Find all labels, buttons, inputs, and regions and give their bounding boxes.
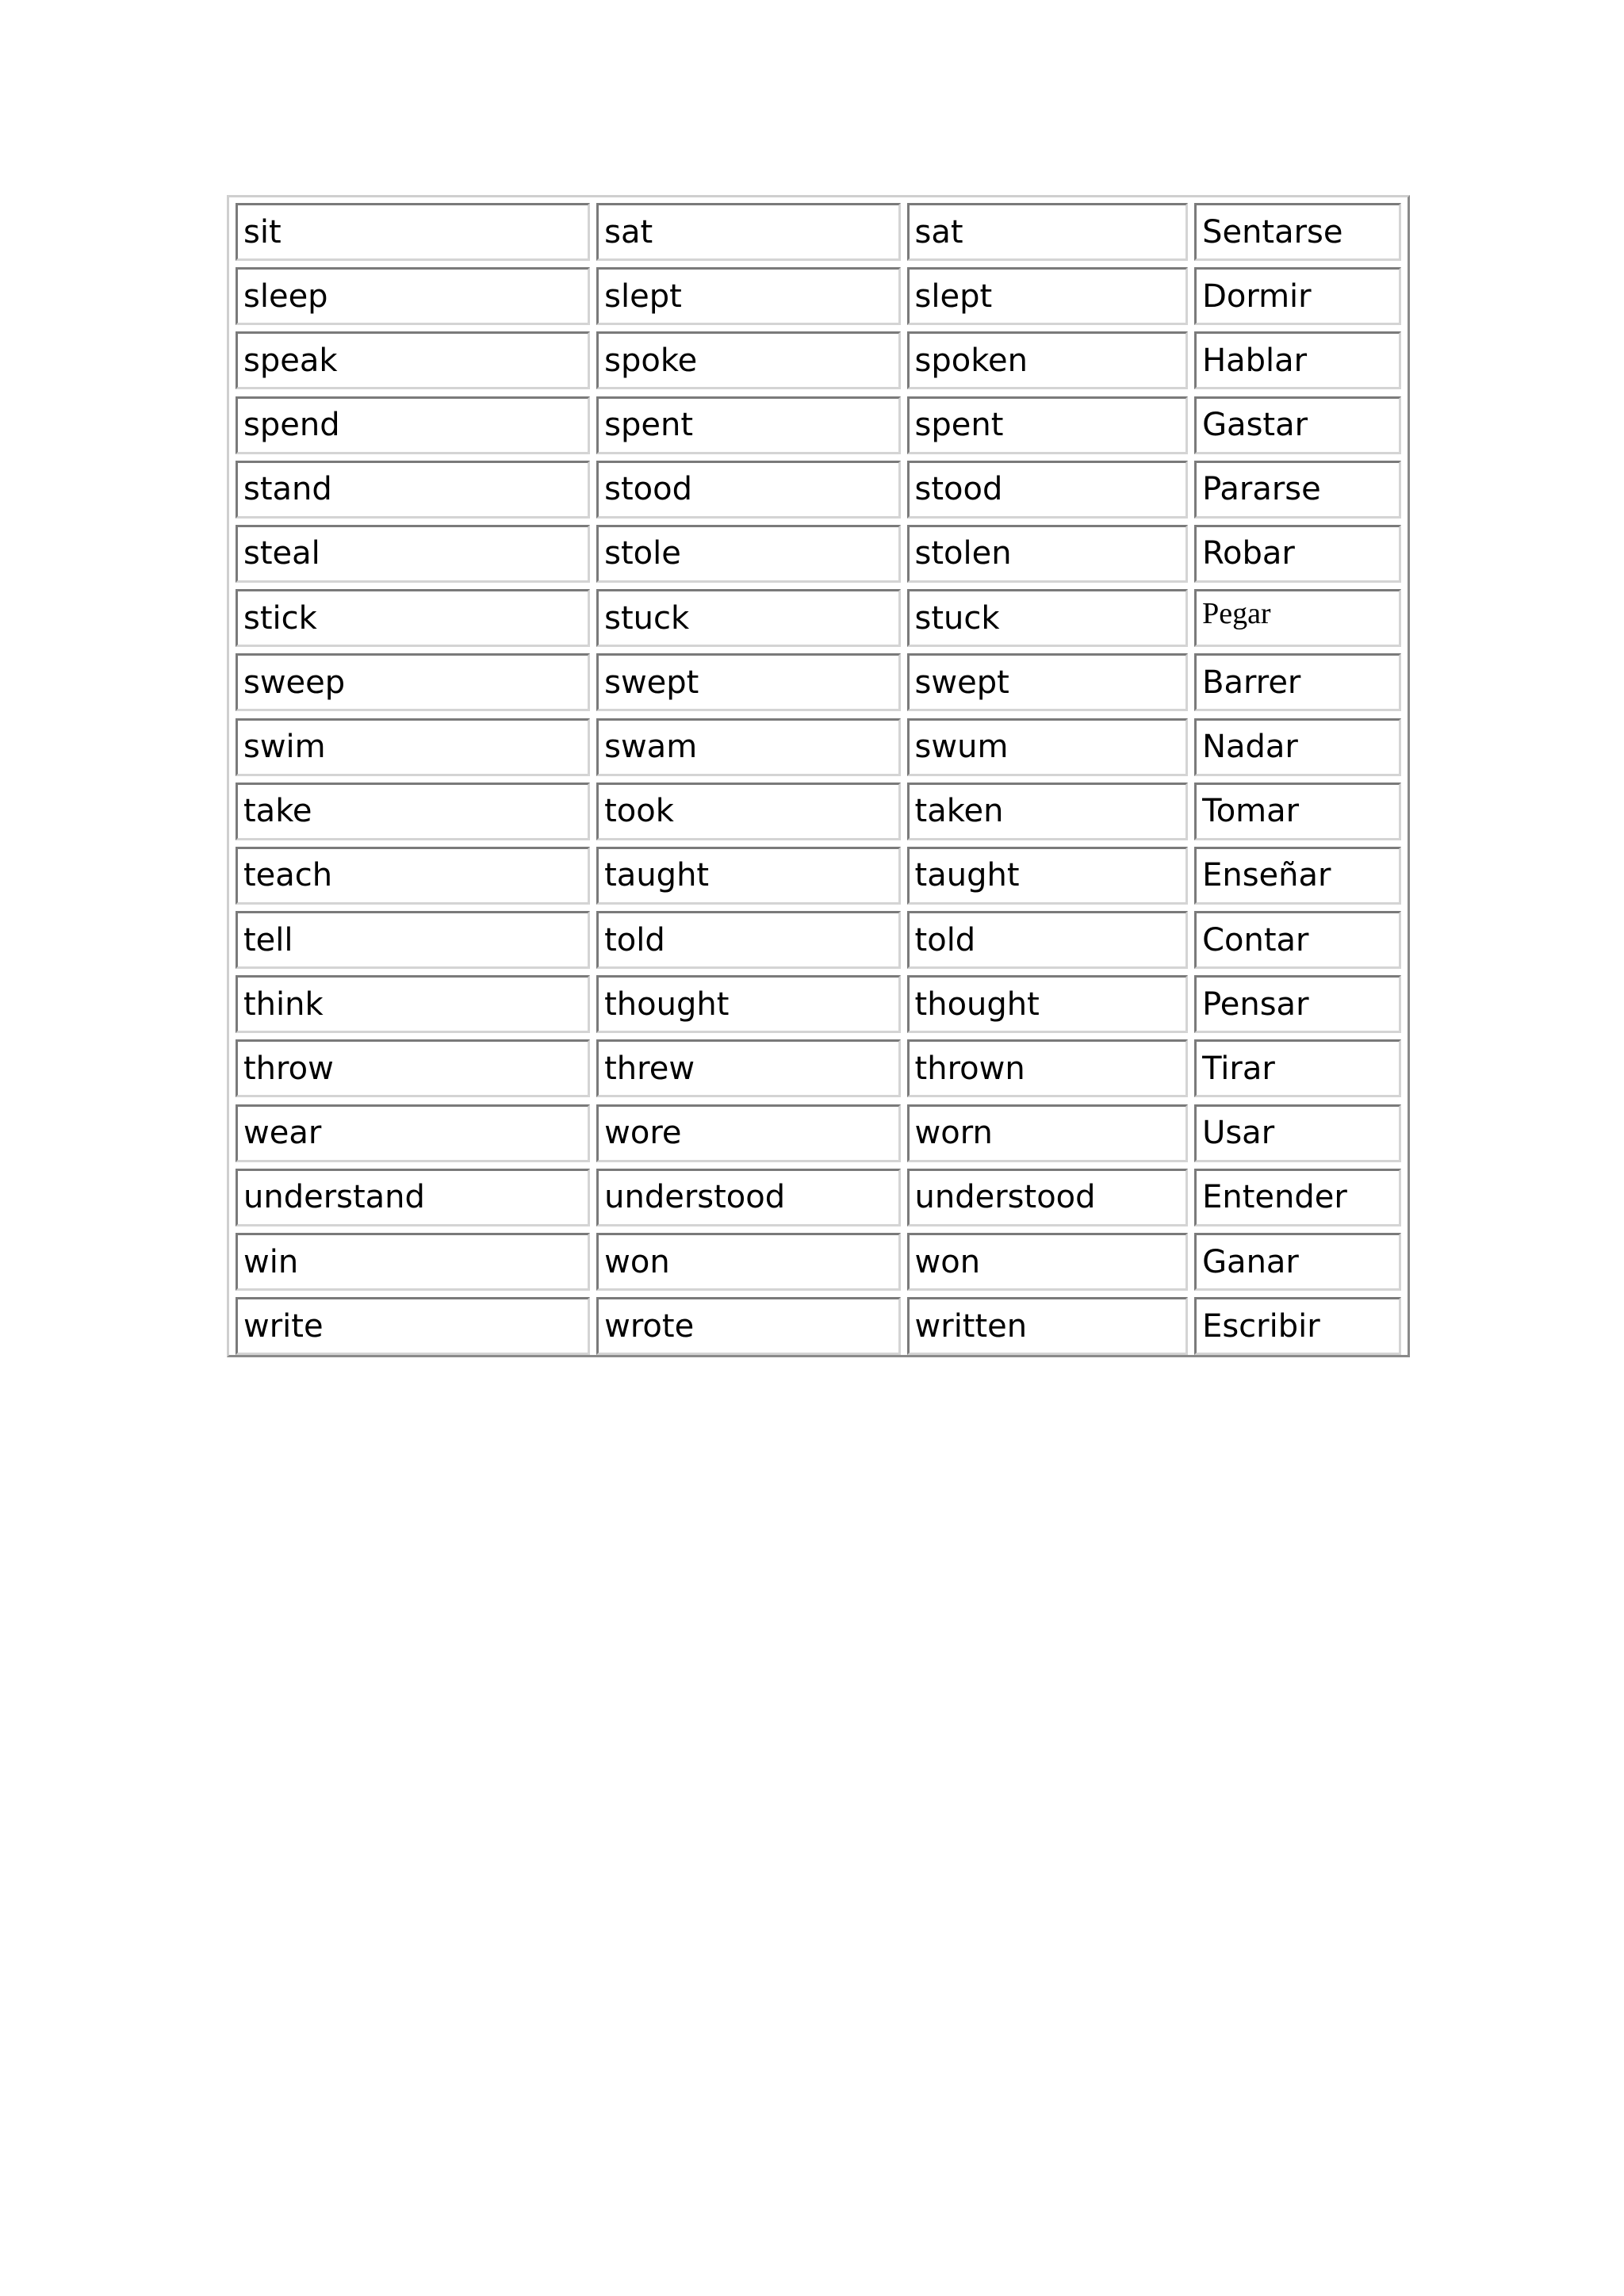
base-form-cell: take	[236, 783, 590, 840]
past-simple-cell: stuck	[596, 589, 900, 647]
base-form-cell: think	[236, 975, 590, 1033]
table-row	[232, 650, 1404, 714]
spanish-translation-cell: Entender	[1194, 1169, 1401, 1226]
past-simple-cell: spoke	[596, 331, 900, 389]
base-form-cell: write	[236, 1297, 590, 1355]
past-simple-cell: swam	[596, 718, 900, 776]
past-participle-cell: spent	[907, 396, 1189, 454]
base-form-cell: sweep	[236, 653, 590, 711]
past-simple-cell: threw	[596, 1039, 900, 1097]
spanish-translation-cell: Tomar	[1194, 783, 1401, 840]
base-form-cell: steal	[236, 525, 590, 583]
base-form-cell: spend	[236, 396, 590, 454]
past-participle-cell: understood	[907, 1169, 1189, 1226]
past-simple-cell: wore	[596, 1104, 900, 1162]
table-row	[232, 779, 1404, 844]
past-simple-cell: wrote	[596, 1297, 900, 1355]
table-row	[232, 1294, 1404, 1358]
spanish-translation-cell: Gastar	[1194, 396, 1401, 454]
base-form-cell: win	[236, 1233, 590, 1291]
spanish-translation-cell: Barrer	[1194, 653, 1401, 711]
table-row	[232, 908, 1404, 972]
table-row	[232, 972, 1404, 1036]
past-simple-cell: spent	[596, 396, 900, 454]
base-form-cell: speak	[236, 331, 590, 389]
base-form-cell: sit	[236, 203, 590, 261]
spanish-translation-cell: Hablar	[1194, 331, 1401, 389]
past-participle-cell: won	[907, 1233, 1189, 1291]
table-row	[232, 1036, 1404, 1100]
past-participle-cell: written	[907, 1297, 1189, 1355]
base-form-cell: swim	[236, 718, 590, 776]
past-simple-cell: taught	[596, 847, 900, 905]
table-row	[232, 457, 1404, 522]
past-simple-cell: stood	[596, 461, 900, 519]
base-form-cell: stand	[236, 461, 590, 519]
past-participle-cell: swum	[907, 718, 1189, 776]
past-simple-cell: took	[596, 783, 900, 840]
table-row	[232, 264, 1404, 328]
past-simple-cell: stole	[596, 525, 900, 583]
past-participle-cell: swept	[907, 653, 1189, 711]
past-participle-cell: stuck	[907, 589, 1189, 647]
table-row	[232, 1165, 1404, 1230]
table-row	[232, 200, 1404, 264]
spanish-translation-cell: Pararse	[1194, 461, 1401, 519]
base-form-cell: throw	[236, 1039, 590, 1097]
past-participle-cell: taught	[907, 847, 1189, 905]
past-participle-cell: thrown	[907, 1039, 1189, 1097]
past-simple-cell: won	[596, 1233, 900, 1291]
spanish-translation-cell: Sentarse	[1194, 203, 1401, 261]
past-simple-cell: told	[596, 911, 900, 969]
spanish-translation-cell: Ganar	[1194, 1233, 1401, 1291]
base-form-cell: sleep	[236, 267, 590, 325]
past-simple-cell: sat	[596, 203, 900, 261]
past-participle-cell: told	[907, 911, 1189, 969]
past-participle-cell: stolen	[907, 525, 1189, 583]
past-participle-cell: taken	[907, 783, 1189, 840]
table-row	[232, 844, 1404, 908]
past-participle-cell: stood	[907, 461, 1189, 519]
base-form-cell: teach	[236, 847, 590, 905]
past-simple-cell: thought	[596, 975, 900, 1033]
spanish-translation-cell: Dormir	[1194, 267, 1401, 325]
past-participle-cell: thought	[907, 975, 1189, 1033]
table-row	[232, 715, 1404, 779]
irregular-verbs-table	[227, 195, 1410, 1357]
past-participle-cell: worn	[907, 1104, 1189, 1162]
spanish-translation-cell: Robar	[1194, 525, 1401, 583]
base-form-cell: stick	[236, 589, 590, 647]
table-row	[232, 393, 1404, 457]
spanish-translation-cell: Nadar	[1194, 718, 1401, 776]
base-form-cell: understand	[236, 1169, 590, 1226]
table-row	[232, 586, 1404, 650]
base-form-cell: tell	[236, 911, 590, 969]
past-participle-cell: spoken	[907, 331, 1189, 389]
spanish-translation-cell: Usar	[1194, 1104, 1401, 1162]
spanish-translation-cell: Escribir	[1194, 1297, 1401, 1355]
spanish-translation-cell: Pensar	[1194, 975, 1401, 1033]
past-participle-cell: slept	[907, 267, 1189, 325]
table-row	[232, 328, 1404, 392]
past-simple-cell: understood	[596, 1169, 900, 1226]
spanish-translation-cell: Pegar	[1194, 589, 1401, 647]
past-participle-cell: sat	[907, 203, 1189, 261]
past-simple-cell: slept	[596, 267, 900, 325]
spanish-translation-cell: Enseñar	[1194, 847, 1401, 905]
past-simple-cell: swept	[596, 653, 900, 711]
table-row	[232, 522, 1404, 586]
base-form-cell: wear	[236, 1104, 590, 1162]
table-row	[232, 1230, 1404, 1294]
spanish-translation-cell: Contar	[1194, 911, 1401, 969]
table-row	[232, 1101, 1404, 1165]
spanish-translation-cell: Tirar	[1194, 1039, 1401, 1097]
